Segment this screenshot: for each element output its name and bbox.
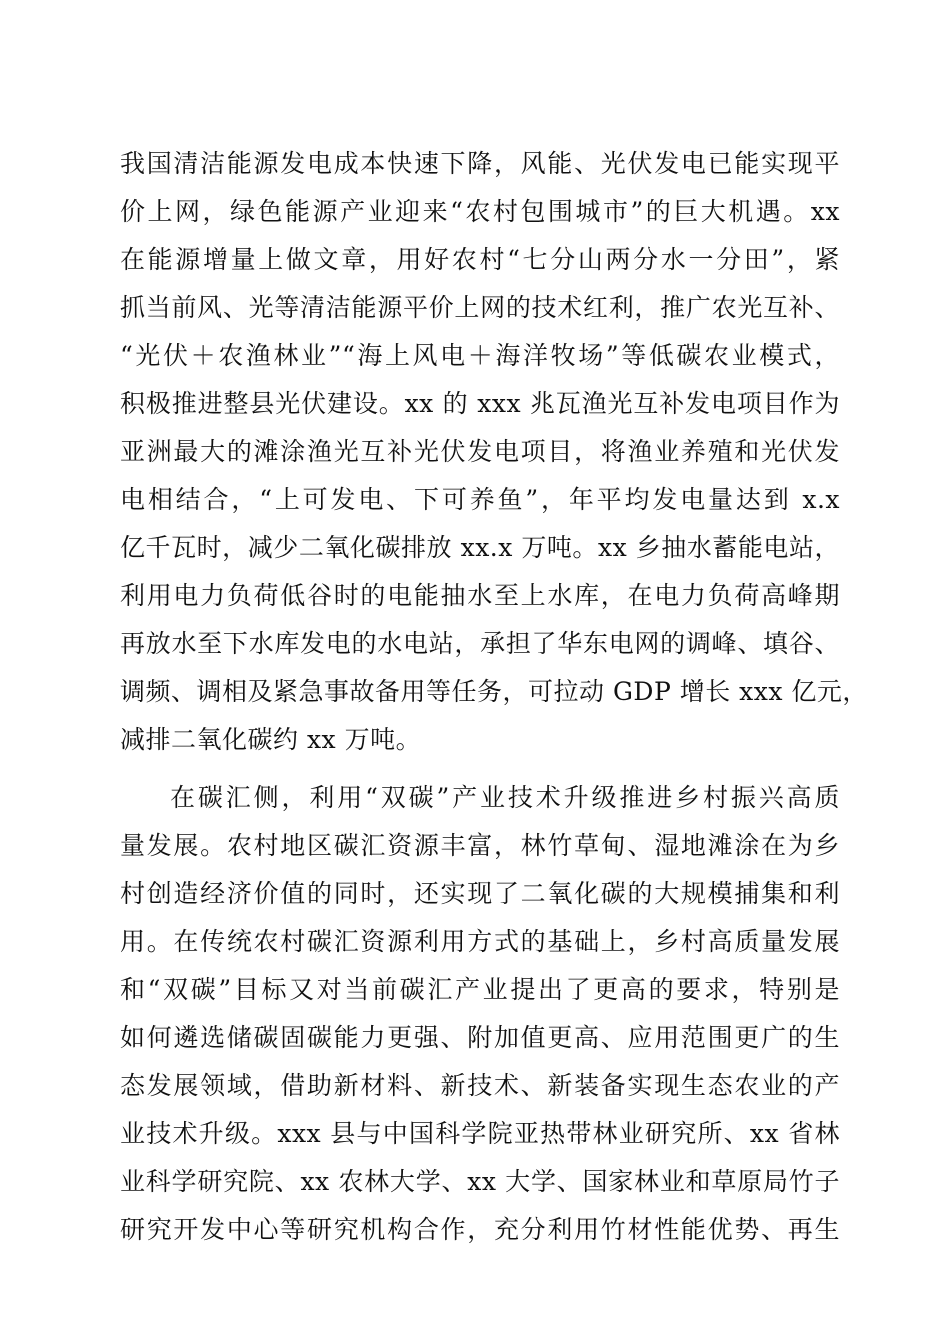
text-line: 利用电力负荷低谷时的电能抽水至上水库，在电力负荷高峰期 [120,581,840,610]
text-line: 积极推进整县光伏建设。xx 的 xxx 兆瓦渔光互补发电项目作为 [120,389,840,418]
text-line: 如何遴选储碳固碳能力更强、附加值更高、应用范围更广的生 [120,1023,840,1052]
text-line: 业技术升级。xxx 县与中国科学院亚热带林业研究所、xx 省林 [120,1119,840,1148]
text-line: 村创造经济价值的同时，还实现了二氧化碳的大规模捕集和利 [120,879,840,908]
text-line: 在能源增量上做文章，用好农村“七分山两分水一分田”，紧 [120,245,840,274]
text-line: 再放水至下水库发电的水电站，承担了华东电网的调峰、填谷、 [120,629,840,658]
document-body [120,140,868,1254]
text-line: 抓当前风、光等清洁能源平价上网的技术红利，推广农光互补、 [120,293,840,322]
text-line: 亿千瓦时，减少二氧化碳排放 xx.x 万吨。xx 乡抽水蓄能电站， [120,533,840,562]
text-line: 减排二氧化碳约 xx 万吨。 [120,725,422,754]
text-line: 态发展领域，借助新材料、新技术、新装备实现生态农业的产 [120,1071,840,1100]
text-line: 电相结合，“上可发电、下可养鱼”，年平均发电量达到 x.x [120,485,840,514]
text-line: 业科学研究院、xx 农林大学、xx 大学、国家林业和草原局竹子 [120,1167,840,1196]
text-line: 调频、调相及紧急事故备用等任务，可拉动 GDP 增长 xxx 亿元， [120,677,868,706]
text-line: 和“双碳”目标又对当前碳汇产业提出了更高的要求，特别是 [120,975,840,1004]
text-line: 亚洲最大的滩涂渔光互补光伏发电项目，将渔业养殖和光伏发 [120,437,840,466]
text-line: 研究开发中心等研究机构合作，充分利用竹材性能优势、再生 [120,1215,840,1244]
text-line: 量发展。农村地区碳汇资源丰富，林竹草甸、湿地滩涂在为乡 [120,831,840,860]
paragraph-gap [120,764,840,774]
paragraph-carbon-sink [120,774,840,1254]
paragraph-energy [120,140,868,764]
text-line: 价上网，绿色能源产业迎来“农村包围城市”的巨大机遇。xx [120,197,840,226]
text-line: 用。在传统农村碳汇资源利用方式的基础上，乡村高质量发展 [120,927,840,956]
text-line: 我国清洁能源发电成本快速下降，风能、光伏发电已能实现平 [120,149,840,178]
text-line: 在碳汇侧，利用“双碳”产业技术升级推进乡村振兴高质 [170,783,840,812]
text-line: “光伏＋农渔林业”“海上风电＋海洋牧场”等低碳农业模式， [120,341,840,370]
